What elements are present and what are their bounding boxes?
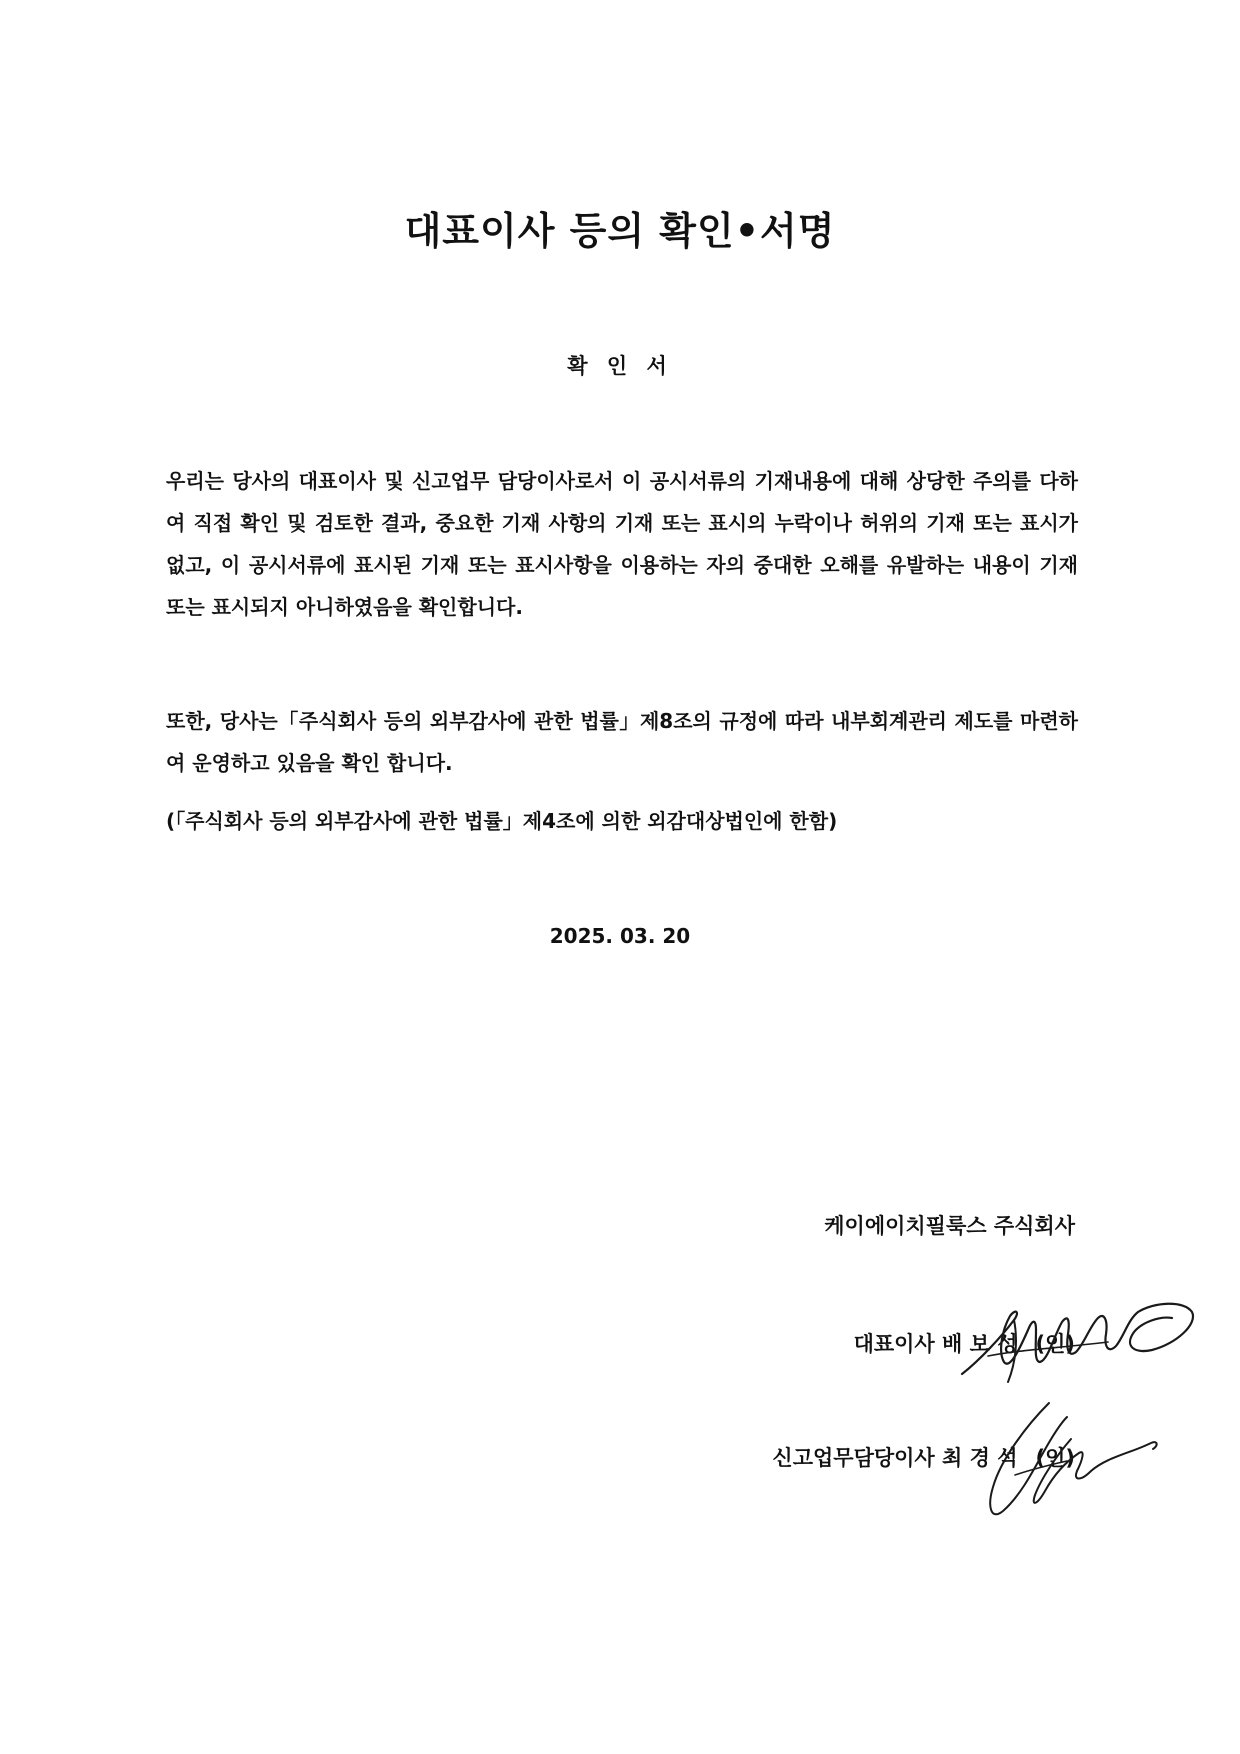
officer-signature-line <box>772 1442 1075 1472</box>
ceo-title-name: 대표이사 배 보 성 <box>853 1332 1018 1356</box>
scope-note-paragraph: (「주식회사 등의 외부감사에 관한 법률」제4조에 의한 외감대상법인에 한함) <box>166 809 838 833</box>
officer-seal-mark: (인) <box>1035 1446 1075 1470</box>
company-name: 케이에이치필룩스 주식회사 <box>824 1214 1075 1238</box>
ceo-seal-mark: (인) <box>1035 1332 1075 1356</box>
document-title: 대표이사 등의 확인•서명 <box>404 209 836 253</box>
ceo-signature-line <box>854 1328 1075 1358</box>
document-date: 2025. 03. 20 <box>549 924 691 948</box>
internal-control-paragraph: 또한, 당사는「주식회사 등의 외부감사에 관한 법률」제8조의 규정에 따라 내부회계관리 제도를 마련하여 운영하고 있음을 확인 합니다. <box>166 709 1078 775</box>
confirmation-paragraph: 우리는 당사의 대표이사 및 신고업무 담당이사로서 이 공시서류의 기재내용에 대해 상당한 주의를 다하여 직접 확인 및 검토한 결과, 중요한 기재 사항의 기재 또는 표시의 누락이나 허위의 기재 또는 표시가 없고, 이 공시서류에 표시된 기재 또는 표시사항을 이용하는 자의 중대한 오해를 유발하는 내용이 기재 또는 표시되지 아니하였음을 확인합니다. <box>166 469 1078 619</box>
document-subtitle: 확 인 서 <box>567 354 673 378</box>
officer-title-name: 신고업무담당이사 최 경 석 <box>772 1446 1018 1470</box>
